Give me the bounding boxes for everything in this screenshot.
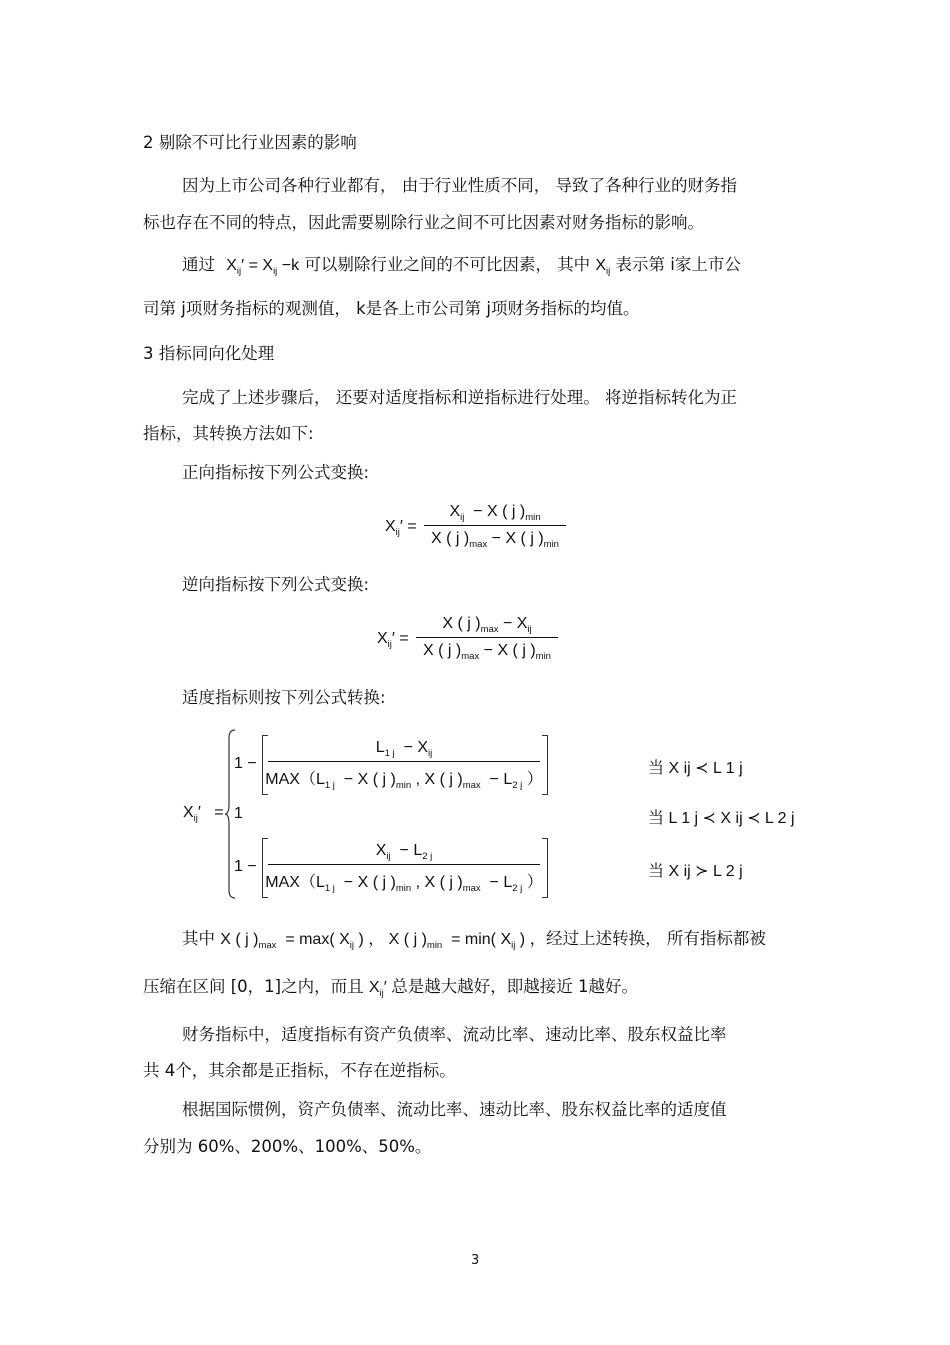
section-3-para1-line2: 指标，其转换方法如下: (143, 424, 314, 443)
section-2-heading: 2 剔除不可比行业因素的影响 (143, 133, 357, 152)
para2-text-a: 通过 (182, 255, 215, 274)
explain-line1 (182, 929, 766, 950)
explain-text-a: 其中 (182, 929, 215, 948)
positive-formula-lhs: $X_{ij}'$ = (385, 518, 417, 539)
positive-formula-fraction: $X_{ij} - X$ ( j )$_{min}$ X ( j )$_{max} - X$ ( j )$_{min}$ (424, 503, 566, 548)
explain-max-min-formula: X ( j )$_{max} = \max$( $X_{ij}$ ) ， X ( j )$_{min} = \min$( $X_{ij}$ ) (220, 931, 530, 952)
case3-one-minus: 1 − (234, 858, 257, 875)
moderate-indicator-label: 适度指标则按下列公式转换: (182, 688, 386, 707)
moderate-formula-lhs: $X_{ij}'$ = (183, 804, 224, 825)
case3-fraction: $X_{ij} - L_{2 j}$ $MAX(L_{1 j} - X$ ( j )$_{min}$ , X ( j )$_{max} - L_{2 j}$ ） (265, 842, 543, 895)
case1-one-minus: 1 − (234, 755, 257, 772)
case2-one: 1 (234, 805, 243, 822)
financial-para-line2: 共 4个，其余都是正指标，不存在逆指标。 (143, 1061, 456, 1080)
para2-text-b: 可以剔除行业之间的不可比因素， 其中 (304, 255, 591, 274)
financial-para-line1: 财务指标中，适度指标有资产负债率、流动比率、速动比率、股东权益比率 (182, 1025, 727, 1044)
case1-right-bracket (542, 735, 548, 795)
positive-indicator-label: 正向指标按下列公式变换: (182, 463, 370, 482)
negative-formula-lhs: $X_{ij}'$ = (377, 630, 409, 651)
section-2-para2-line2: 司第 j项财务指标的观测值， k是各上市公司第 j项财务指标的均值。 (143, 299, 640, 318)
page-number: 3 (471, 1253, 480, 1268)
inline-formula-xij-prime: $X_{ij}' = X_{ij} -k$ (226, 257, 300, 278)
case3-right-bracket (542, 838, 548, 898)
intl-para-line1: 根据国际惯例，资产负债率、流动比率、速动比率、股东权益比率的适度值 (182, 1100, 727, 1119)
case1-fraction: $L_{1 j} - X_{ij}$ $MAX(L_{1 j} - X$ ( j )$_{min}$ , X ( j )$_{max} - L_{2 j}$ ） (265, 739, 543, 792)
section-2-para1-line1: 因为上市公司各种行业都有， 由于行业性质不同， 导致了各种行业的财务指 (182, 176, 737, 195)
case2-condition: 当 L 1 j ≺ X ij ≺ L 2 j (648, 810, 795, 827)
intl-para-line2: 分别为 60%、200%、100%、50%。 (143, 1137, 432, 1156)
section-2-para1-line2: 标也存在不同的特点，因此需要剔除行业之间不可比因素对财务指标的影响。 (143, 213, 704, 232)
negative-formula-fraction: X ( j )$_{max} - X_{ij}$ X ( j )$_{max} - X$ ( j )$_{min}$ (416, 615, 558, 660)
section-2-para2-line1 (182, 255, 741, 276)
negative-indicator-label: 逆向指标按下列公式变换: (182, 575, 370, 594)
explain-text-d: 总是越大越好，即越接近 1越好。 (391, 977, 638, 996)
case1-condition: 当 X ij ≺ L 1 j (648, 760, 743, 777)
inline-xij: $X_{ij}$ (595, 257, 611, 278)
section-3-para1-line1: 完成了上述步骤后， 还要对适度指标和逆指标进行处理。 将逆指标转化为正 (182, 388, 737, 407)
para2-text-c: 表示第 i家上市公 (615, 255, 741, 274)
section-3-heading: 3 指标同向化处理 (143, 344, 275, 363)
case3-condition: 当 X ij ≻ L 2 j (648, 863, 743, 880)
explain-xij-prime: $X_{ij}'$ (368, 979, 392, 1000)
explain-text-b: ，经过上述转换， 所有指标都被 (529, 929, 766, 948)
explain-text-c: 压缩在区间 [0，1]之内，而且 (143, 977, 364, 996)
explain-line2 (143, 977, 638, 998)
